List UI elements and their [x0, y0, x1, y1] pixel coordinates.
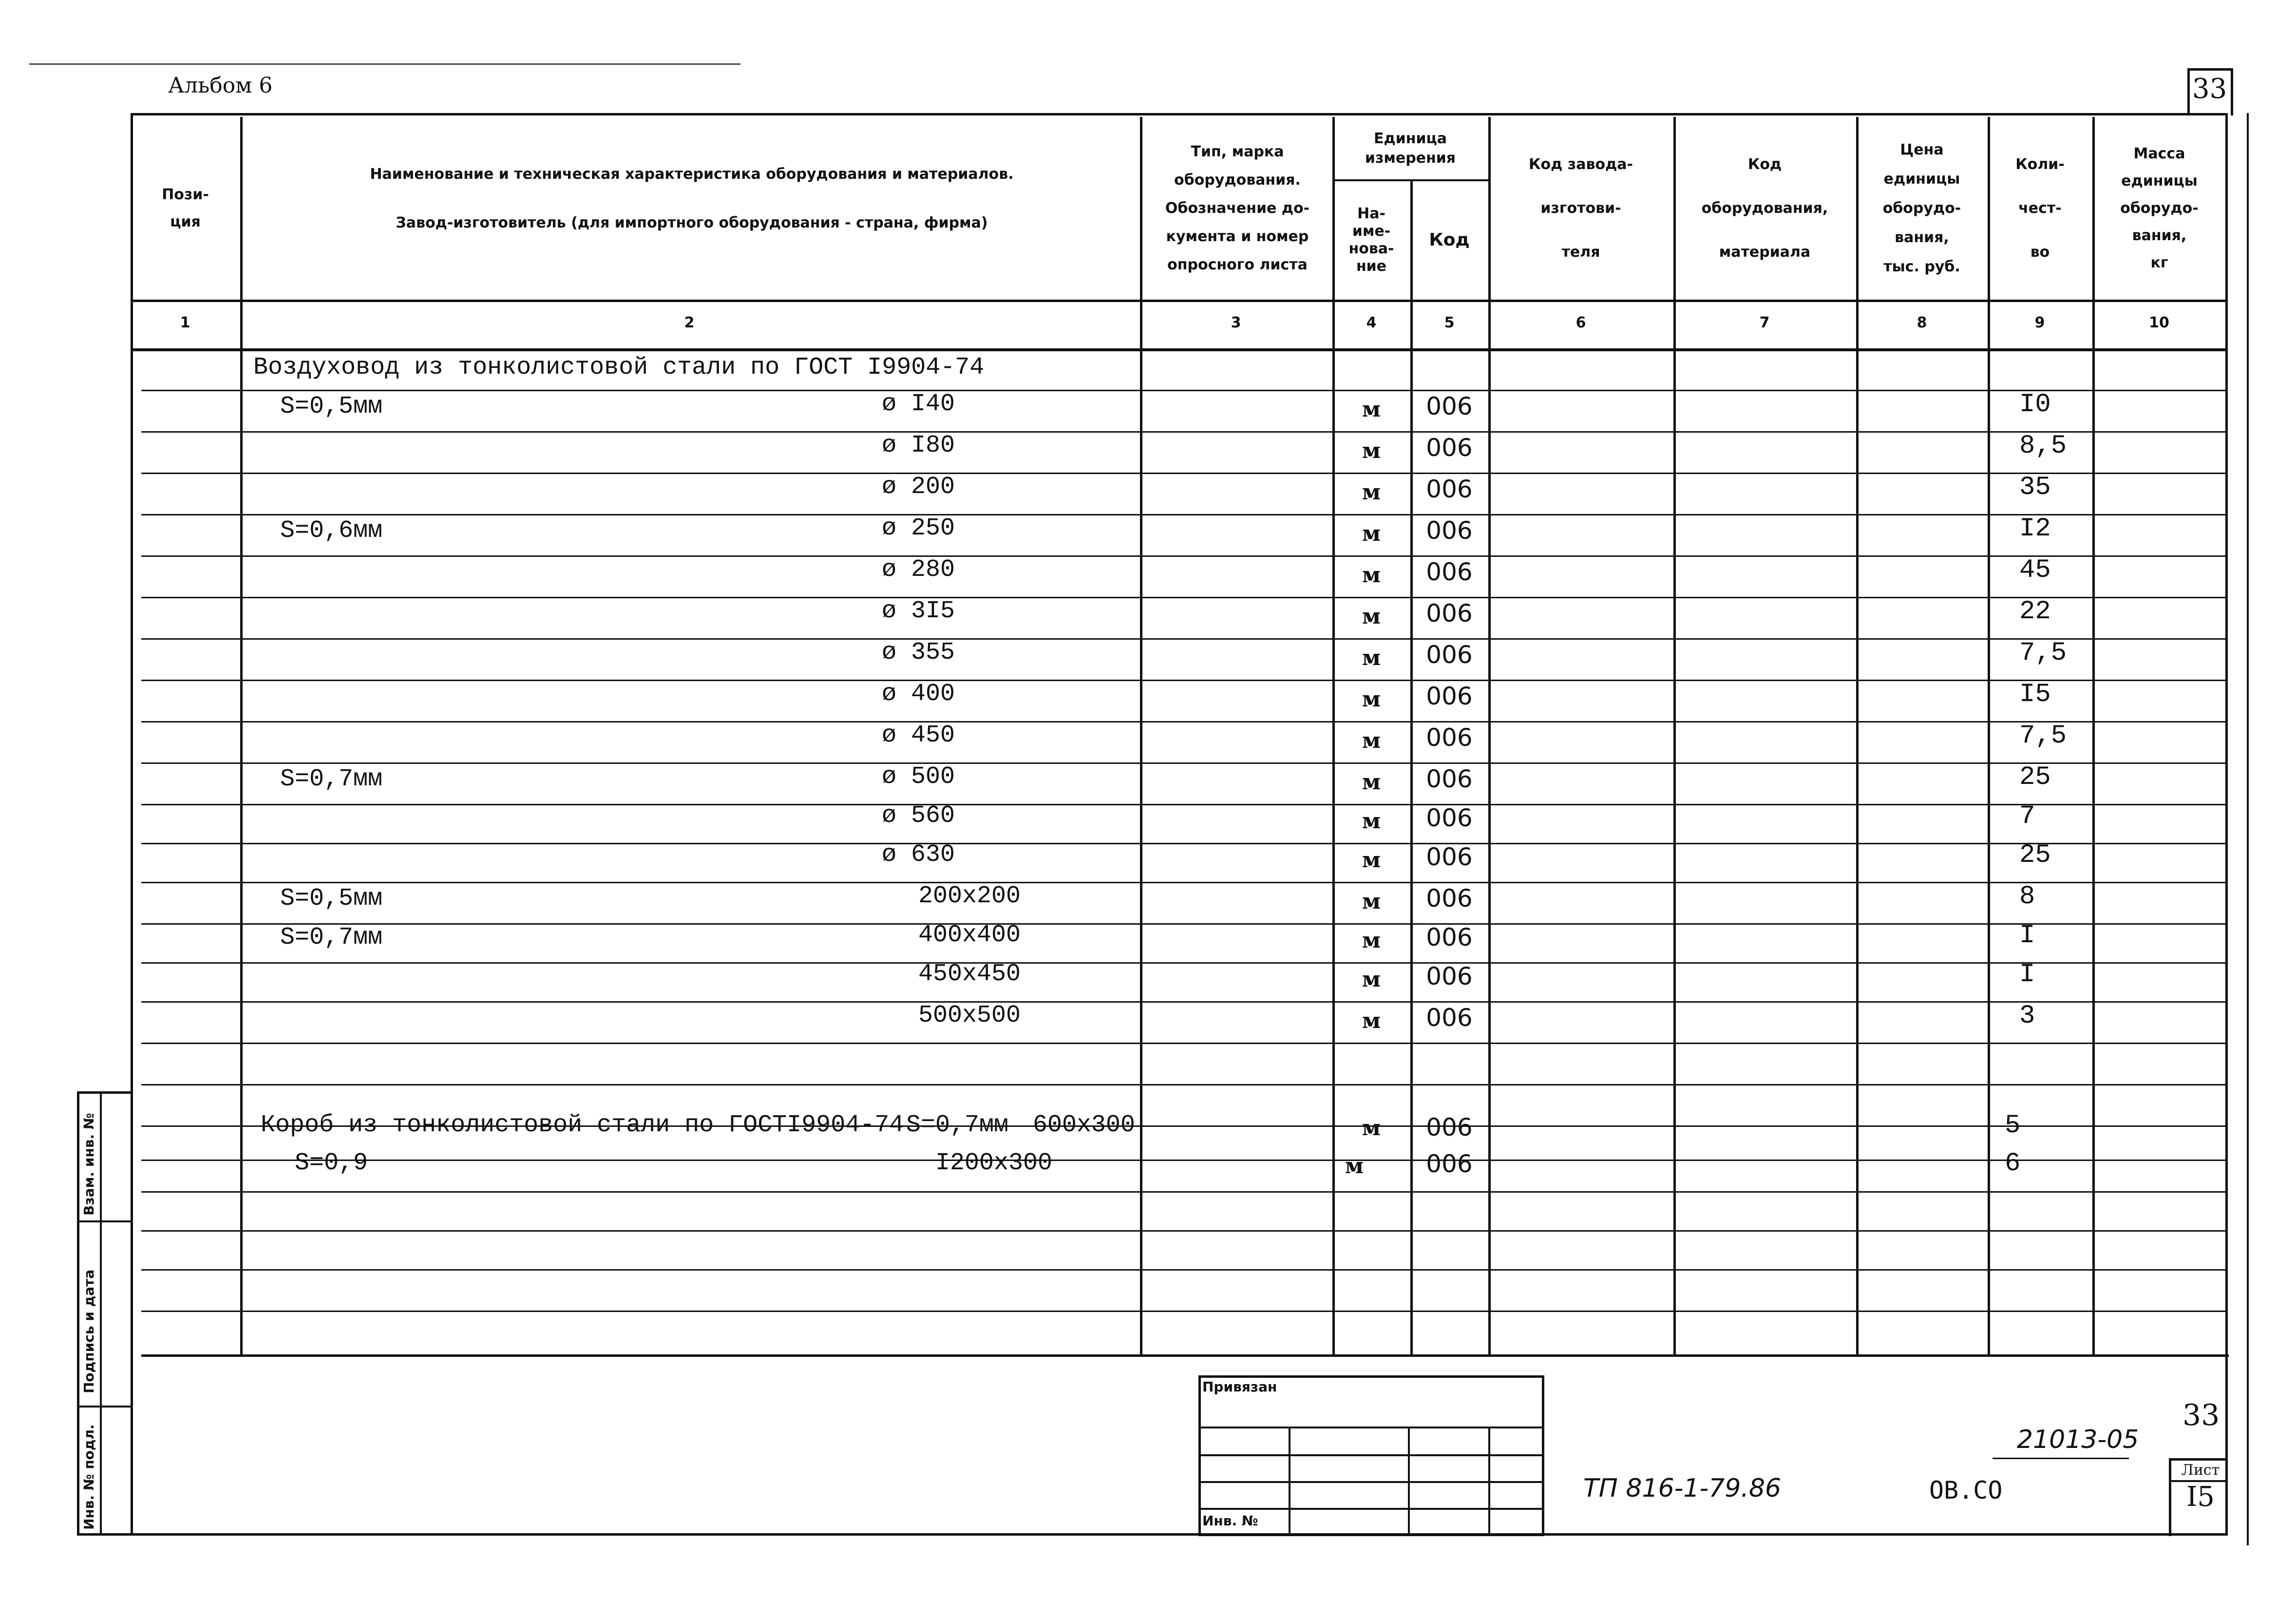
row-divider-11 [141, 804, 2226, 805]
box-row-1-thickness: S=0,7мм [906, 1111, 1009, 1139]
row-qty: 3 [2019, 1001, 2035, 1031]
row-thickness: S=0,6мм [280, 517, 383, 545]
privyazan-row-3 [1198, 1481, 1544, 1483]
row-size: ø 200 [882, 473, 955, 501]
frame-right-shadow [2247, 113, 2249, 1545]
privyazan-col-1 [1289, 1427, 1290, 1536]
row-unit: м [1362, 928, 1381, 953]
header-type: Тип, марка оборудования. Обозначение до- кумента и номер опросного листа [1165, 143, 1310, 273]
side-strip-divider-1 [77, 1220, 133, 1222]
header-quantity: Коли- чест- во [2015, 155, 2065, 261]
row-unit: м [1362, 967, 1381, 992]
album-label: Альбом 6 [168, 73, 273, 98]
row-size: ø 355 [882, 639, 955, 666]
header-unit-code: Код [1429, 229, 1470, 250]
row-size: ø 400 [882, 680, 955, 708]
side-strip-divider-2 [77, 1406, 133, 1408]
side-strip-divider-v [100, 1091, 102, 1536]
column-number-8: 8 [1916, 314, 1927, 331]
row-divider-10 [141, 762, 2226, 764]
column-number-3: 3 [1231, 314, 1241, 331]
side-label-inv-vzam: Взам. инв. № [81, 1113, 97, 1216]
row-divider-15 [141, 962, 2226, 964]
row-divider-5 [141, 555, 2226, 557]
row-divider-3 [141, 473, 2226, 474]
box-row-2-thickness: S=0,9 [295, 1149, 368, 1177]
row-unit: м [1362, 848, 1381, 873]
header-name-line1: Наименование и техническая характеристика оборудования и материалов. [370, 166, 1014, 183]
row-code: 006 [1426, 516, 1473, 545]
header-unit-name: На- име- нова- ние [1348, 205, 1394, 275]
row-divider-20 [141, 1160, 2226, 1161]
column-divider-7 [1856, 117, 1859, 1354]
row-code: 006 [1426, 682, 1473, 710]
row-unit: м [1362, 480, 1381, 505]
top-rule [29, 63, 740, 65]
box-row-2-qty: 6 [2005, 1149, 2021, 1179]
row-code: 006 [1426, 475, 1473, 503]
row-divider-6 [141, 597, 2226, 598]
row-code: 006 [1426, 641, 1473, 669]
sheet-label: Лист [2181, 1462, 2220, 1479]
box-row-2-size: I200x300 [935, 1149, 1053, 1177]
row-qty: 45 [2019, 555, 2051, 585]
row-code: 006 [1426, 434, 1473, 462]
side-label-podpis: Подпись и дата [81, 1269, 97, 1393]
row-code: 006 [1426, 804, 1473, 832]
row-divider-12 [141, 843, 2226, 844]
header-name-line2: Завод-изготовитель (для импортного оборудования - страна, фирма) [396, 214, 988, 231]
row-unit: м [1362, 809, 1381, 834]
row-code: 006 [1426, 599, 1473, 628]
row-qty: I2 [2019, 514, 2051, 544]
row-qty: 8,5 [2019, 431, 2067, 461]
row-size: 200x200 [918, 882, 1021, 910]
privyazan-col-2 [1408, 1427, 1410, 1536]
privyazan-row-4 [1198, 1508, 1544, 1510]
column-divider-8 [1988, 117, 1990, 1354]
row-thickness: S=0,5мм [280, 393, 383, 420]
colnum-bottom-rule [131, 348, 2228, 351]
row-unit: м [1362, 728, 1381, 753]
row-divider-7 [141, 638, 2226, 640]
row-size: ø 280 [882, 556, 955, 584]
column-number-1: 1 [180, 314, 190, 331]
header-bottom-rule [131, 300, 2228, 302]
row-divider-18 [141, 1084, 2226, 1085]
row-code: 006 [1426, 392, 1473, 420]
privyazan-col-3 [1488, 1427, 1490, 1536]
doc-code: ТП 816-1-79.86 [1583, 1474, 1782, 1503]
row-divider-24 [141, 1311, 2226, 1312]
row-code: 006 [1426, 843, 1473, 871]
row-size: 450x450 [918, 960, 1021, 988]
stamp-top-rule [141, 1354, 2229, 1357]
row-divider-14 [141, 923, 2226, 925]
header-price: Цена единицы оборудо- вания, тыс. руб. [1882, 141, 1961, 275]
row-qty: 7 [2019, 801, 2035, 831]
column-number-9: 9 [2034, 314, 2045, 331]
row-qty: 25 [2019, 840, 2051, 870]
column-divider-1 [240, 117, 243, 1354]
row-divider-4 [141, 514, 2226, 515]
row-size: ø 3I5 [882, 597, 955, 625]
row-divider-13 [141, 882, 2226, 883]
header-material-code: Код оборудования, материала [1701, 155, 1828, 261]
row-code: 006 [1426, 1004, 1473, 1032]
privyazan-row-2 [1198, 1454, 1544, 1456]
header-position: Пози- ция [162, 186, 209, 230]
row-qty: 35 [2019, 473, 2051, 502]
row-thickness: S=0,7мм [280, 924, 383, 951]
row-divider-2 [141, 431, 2226, 433]
column-number-2: 2 [684, 314, 695, 331]
box-row-2-code: 006 [1426, 1150, 1473, 1178]
header-mass: Масса единицы оборудо- вания, кг [2120, 145, 2199, 271]
row-size: ø 560 [882, 802, 955, 830]
row-qty: 7,5 [2019, 721, 2067, 751]
row-qty: I0 [2019, 390, 2051, 419]
row-divider-1 [141, 390, 2226, 391]
row-size: ø 630 [882, 841, 955, 869]
row-qty: 25 [2019, 762, 2051, 792]
column-number-6: 6 [1575, 314, 1586, 331]
row-thickness: S=0,5мм [280, 885, 383, 913]
column-divider-2 [1140, 117, 1142, 1354]
section-code: ОВ.СО [1929, 1476, 2003, 1504]
row-divider-23 [141, 1269, 2226, 1271]
column-number-5: 5 [1444, 314, 1455, 331]
row-unit: м [1362, 687, 1381, 712]
row-divider-16 [141, 1001, 2226, 1003]
row-divider-8 [141, 680, 2226, 681]
header-factory-code: Код завода- изготови- теля [1529, 155, 1633, 261]
row-size: ø 500 [882, 763, 955, 791]
column-divider-6 [1673, 117, 1676, 1354]
column-number-4: 4 [1366, 314, 1377, 331]
row-size: ø 450 [882, 722, 955, 749]
privyazan-label: Привязан [1202, 1379, 1277, 1395]
row-code: 006 [1426, 884, 1473, 913]
header-unit-group: Единица измерения [1365, 130, 1456, 167]
order-no-underline [1992, 1458, 2129, 1459]
row-qty: 7,5 [2019, 638, 2067, 668]
row-code: 006 [1426, 558, 1473, 586]
row-qty: I [2019, 921, 2035, 951]
section1-title: Воздуховод из тонколистовой стали по ГОСТ I9904-74 [253, 354, 985, 381]
row-size: ø I80 [882, 432, 955, 459]
row-unit: м [1362, 604, 1381, 629]
row-thickness: S=0,7мм [280, 765, 383, 793]
row-qty: 22 [2019, 597, 2051, 627]
column-divider-5 [1488, 117, 1491, 1354]
row-qty: 8 [2019, 882, 2035, 912]
box-row-1-code: 006 [1426, 1113, 1473, 1141]
page-number-top: 33 [2192, 73, 2227, 105]
box-row-1-size: 600x300 [1033, 1111, 1136, 1139]
row-code: 006 [1426, 765, 1473, 793]
privyazan-row-1 [1198, 1427, 1544, 1428]
row-code: 006 [1426, 723, 1473, 752]
column-divider-9 [2092, 117, 2095, 1354]
order-no: 21013-05 [2017, 1425, 2139, 1454]
row-unit: м [1362, 563, 1381, 588]
row-unit: м [1362, 521, 1381, 546]
row-unit: м [1362, 889, 1381, 914]
row-unit: м [1362, 438, 1381, 463]
row-code: 006 [1426, 923, 1473, 951]
side-label-inv-podl: Инв. № подл. [81, 1424, 97, 1530]
row-unit: м [1362, 646, 1381, 670]
stamp-page-no: 33 [2182, 1398, 2220, 1432]
row-unit: м [1362, 1008, 1381, 1033]
row-qty: I5 [2019, 680, 2051, 709]
box-row-1-qty: 5 [2005, 1111, 2021, 1141]
section2-title: Короб из тонколистовой стали по ГОСТI9904-74 [261, 1111, 904, 1139]
inv-no-label: Инв. № [1202, 1513, 1258, 1529]
row-divider-21 [141, 1191, 2226, 1193]
row-qty: I [2019, 960, 2035, 989]
row-size: ø 250 [882, 514, 955, 542]
row-divider-17 [141, 1043, 2226, 1044]
row-unit: м [1362, 770, 1381, 795]
row-divider-9 [141, 721, 2226, 723]
column-number-10: 10 [2149, 314, 2169, 331]
row-size: 400x400 [918, 921, 1021, 949]
row-size: 500x500 [918, 1002, 1021, 1029]
row-code: 006 [1426, 962, 1473, 990]
row-size: ø I40 [882, 390, 955, 418]
column-number-7: 7 [1759, 314, 1770, 331]
row-divider-22 [141, 1230, 2226, 1232]
sheet-no: I5 [2186, 1481, 2215, 1513]
row-unit: м [1362, 397, 1381, 422]
box-row-1-unit: м [1362, 1116, 1381, 1141]
box-row-2-unit: м [1345, 1154, 1364, 1179]
